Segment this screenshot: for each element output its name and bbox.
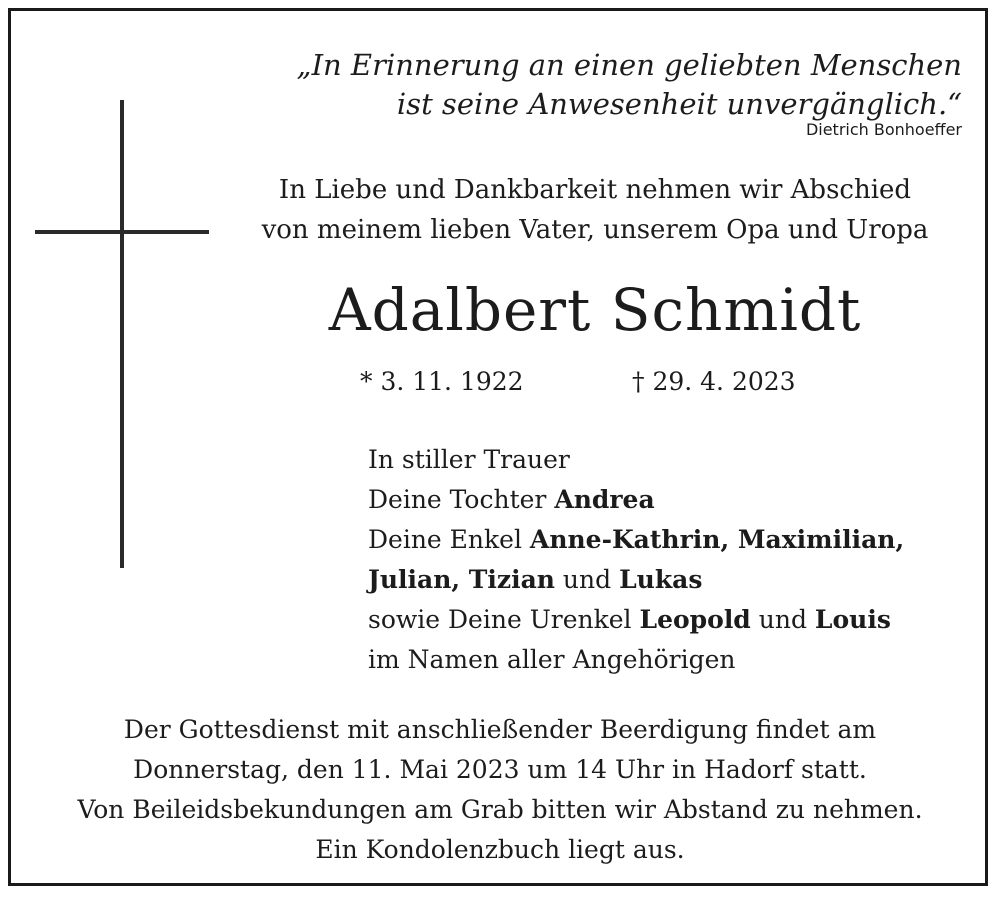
mourners-line-3 (368, 520, 904, 560)
quote-author: Dietrich Bonhoeffer (805, 120, 962, 139)
cross-vertical-bar (120, 100, 124, 568)
service-line-1: Der Gottesdienst mit anschließender Beerdigung findet am (123, 715, 877, 744)
cross-horizontal-bar (35, 230, 209, 234)
service-line-4: Ein Kondolenzbuch liegt aus. (315, 835, 685, 864)
mourner-name: Leopold (639, 605, 751, 634)
conjunction: und (750, 605, 815, 634)
mourner-relation: Deine Tochter (368, 485, 555, 514)
conjunction: und (554, 565, 620, 594)
death-date: † 29. 4. 2023 (632, 367, 796, 396)
mourner-name: Anne-Kathrin, Maximilian, (529, 525, 905, 554)
quote-line-2: ist seine Anwesenheit unvergänglich.“ (396, 87, 962, 121)
mourner-name: Lukas (619, 565, 703, 594)
mourner-name: Julian, Tizian (368, 565, 555, 594)
intro-line-2: von meinem lieben Vater, unserem Opa und Uropa (261, 215, 929, 245)
service-info (20, 710, 980, 870)
mourners-line-1: In stiller Trauer (368, 445, 570, 474)
intro-line-1: In Liebe und Dankbarkeit nehmen wir Abschied (278, 175, 912, 205)
quote-line-1: „In Erinnerung an einen geliebten Menschen (296, 48, 962, 82)
mourners-line-4 (368, 560, 904, 600)
service-line-2: Donnerstag, den 11. Mai 2023 um 14 Uhr in Hadorf statt. (133, 755, 867, 784)
mourners-list (368, 440, 904, 680)
mourners-line-2 (368, 480, 904, 520)
birth-date: * 3. 11. 1922 (360, 367, 524, 396)
intro-text (222, 170, 968, 250)
bonhoeffer-quote (297, 46, 962, 124)
mourner-relation: Deine Enkel (368, 525, 530, 554)
mourners-line-5 (368, 600, 904, 640)
mourners-line-6: im Namen aller Angehörigen (368, 645, 736, 674)
mourner-relation: sowie Deine Urenkel (368, 605, 640, 634)
deceased-name: Adalbert Schmidt (328, 276, 862, 344)
service-line-3: Von Beileidsbekundungen am Grab bitten wir Abstand zu nehmen. (77, 795, 923, 824)
mourner-name: Andrea (554, 485, 655, 514)
mourner-name: Louis (814, 605, 891, 634)
